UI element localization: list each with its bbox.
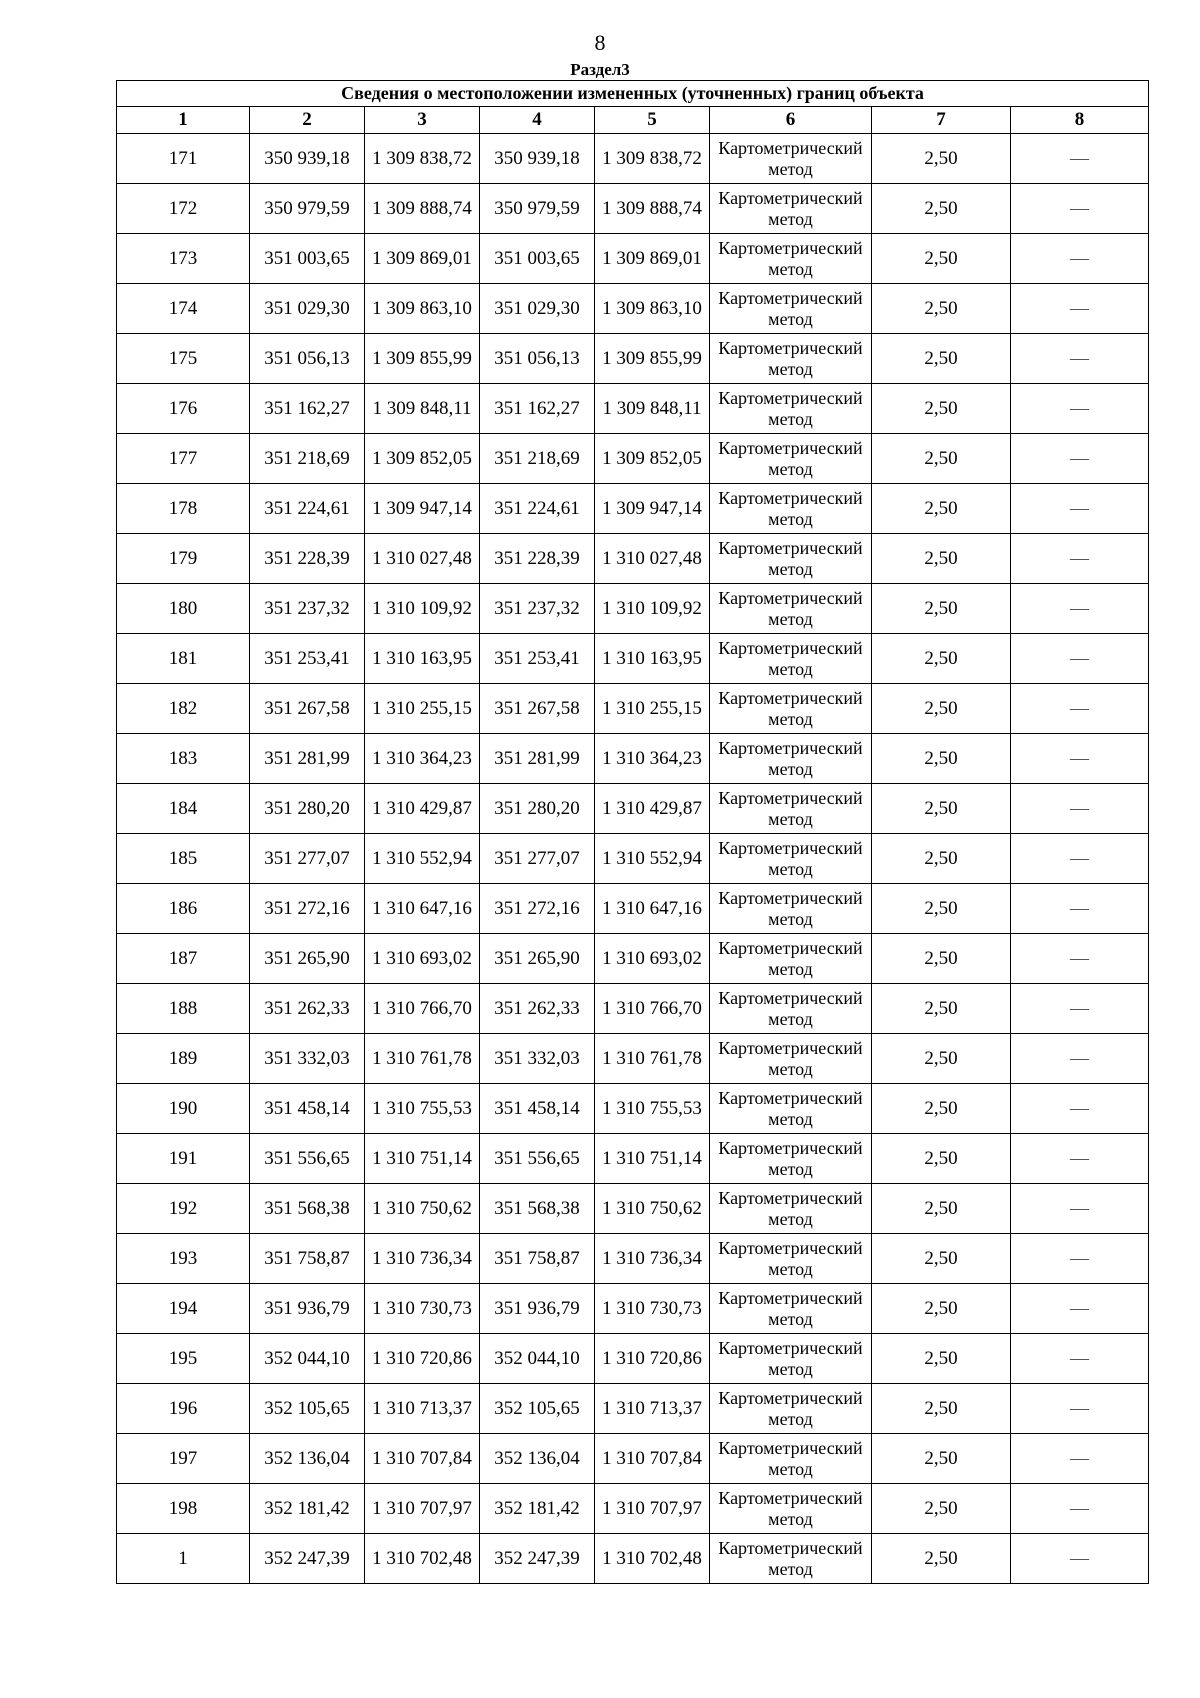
point-number-cell: 193 — [117, 1234, 250, 1284]
note-cell: — — [1011, 384, 1149, 434]
accuracy-cell: 2,50 — [872, 584, 1011, 634]
x-coordinate-cell: 352 105,65 — [480, 1384, 595, 1434]
x-coordinate-cell: 350 979,59 — [250, 184, 365, 234]
point-number-cell: 198 — [117, 1484, 250, 1534]
x-coordinate-cell: 352 247,39 — [480, 1534, 595, 1584]
y-coordinate-cell: 1 310 766,70 — [365, 984, 480, 1034]
point-number-cell: 188 — [117, 984, 250, 1034]
note-cell: — — [1011, 834, 1149, 884]
method-cell: Картометрический метод — [710, 1234, 872, 1284]
table-row — [117, 334, 1149, 384]
accuracy-cell: 2,50 — [872, 534, 1011, 584]
table-row — [117, 434, 1149, 484]
y-coordinate-cell: 1 310 751,14 — [365, 1134, 480, 1184]
method-cell: Картометрический метод — [710, 434, 872, 484]
x-coordinate-cell: 351 253,41 — [480, 634, 595, 684]
point-number-cell: 194 — [117, 1284, 250, 1334]
y-coordinate-cell: 1 310 702,48 — [595, 1534, 710, 1584]
point-number-cell: 182 — [117, 684, 250, 734]
note-cell: — — [1011, 1184, 1149, 1234]
y-coordinate-cell: 1 310 750,62 — [595, 1184, 710, 1234]
y-coordinate-cell: 1 309 947,14 — [595, 484, 710, 534]
y-coordinate-cell: 1 309 947,14 — [365, 484, 480, 534]
method-cell: Картометрический метод — [710, 484, 872, 534]
table-row — [117, 834, 1149, 884]
point-number-cell: 190 — [117, 1084, 250, 1134]
method-cell: Картометрический метод — [710, 284, 872, 334]
x-coordinate-cell: 351 556,65 — [250, 1134, 365, 1184]
accuracy-cell: 2,50 — [872, 1284, 1011, 1334]
method-cell: Картометрический метод — [710, 934, 872, 984]
table-row — [117, 184, 1149, 234]
column-number: 5 — [595, 107, 710, 134]
note-cell: — — [1011, 434, 1149, 484]
method-cell: Картометрический метод — [710, 1084, 872, 1134]
y-coordinate-cell: 1 309 855,99 — [365, 334, 480, 384]
note-cell: — — [1011, 1334, 1149, 1384]
table-caption: Сведения о местоположении измененных (уточненных) границ объекта — [117, 81, 1149, 107]
x-coordinate-cell: 351 281,99 — [480, 734, 595, 784]
x-coordinate-cell: 351 280,20 — [250, 784, 365, 834]
x-coordinate-cell: 352 247,39 — [250, 1534, 365, 1584]
x-coordinate-cell: 351 253,41 — [250, 634, 365, 684]
y-coordinate-cell: 1 310 429,87 — [365, 784, 480, 834]
note-cell: — — [1011, 134, 1149, 184]
point-number-cell: 192 — [117, 1184, 250, 1234]
note-cell: — — [1011, 334, 1149, 384]
note-cell: — — [1011, 634, 1149, 684]
x-coordinate-cell: 351 568,38 — [250, 1184, 365, 1234]
y-coordinate-cell: 1 310 750,62 — [365, 1184, 480, 1234]
point-number-cell: 176 — [117, 384, 250, 434]
note-cell: — — [1011, 1434, 1149, 1484]
point-number-cell: 172 — [117, 184, 250, 234]
method-cell: Картометрический метод — [710, 334, 872, 384]
accuracy-cell: 2,50 — [872, 1034, 1011, 1084]
accuracy-cell: 2,50 — [872, 1084, 1011, 1134]
x-coordinate-cell: 351 280,20 — [480, 784, 595, 834]
table-row — [117, 734, 1149, 784]
x-coordinate-cell: 351 029,30 — [480, 284, 595, 334]
y-coordinate-cell: 1 310 720,86 — [595, 1334, 710, 1384]
accuracy-cell: 2,50 — [872, 1334, 1011, 1384]
method-cell: Картометрический метод — [710, 834, 872, 884]
x-coordinate-cell: 351 267,58 — [250, 684, 365, 734]
y-coordinate-cell: 1 310 707,84 — [595, 1434, 710, 1484]
note-cell: — — [1011, 184, 1149, 234]
x-coordinate-cell: 350 939,18 — [250, 134, 365, 184]
accuracy-cell: 2,50 — [872, 734, 1011, 784]
column-number: 8 — [1011, 107, 1149, 134]
x-coordinate-cell: 351 272,16 — [250, 884, 365, 934]
x-coordinate-cell: 351 281,99 — [250, 734, 365, 784]
y-coordinate-cell: 1 310 429,87 — [595, 784, 710, 834]
table-row — [117, 534, 1149, 584]
x-coordinate-cell: 351 758,87 — [480, 1234, 595, 1284]
x-coordinate-cell: 351 267,58 — [480, 684, 595, 734]
y-coordinate-cell: 1 310 713,37 — [595, 1384, 710, 1434]
accuracy-cell: 2,50 — [872, 1134, 1011, 1184]
x-coordinate-cell: 351 056,13 — [250, 334, 365, 384]
y-coordinate-cell: 1 310 720,86 — [365, 1334, 480, 1384]
point-number-cell: 195 — [117, 1334, 250, 1384]
method-cell: Картометрический метод — [710, 134, 872, 184]
method-cell: Картометрический метод — [710, 684, 872, 734]
table-row — [117, 1034, 1149, 1084]
point-number-cell: 183 — [117, 734, 250, 784]
y-coordinate-cell: 1 310 109,92 — [595, 584, 710, 634]
x-coordinate-cell: 351 556,65 — [480, 1134, 595, 1184]
x-coordinate-cell: 352 105,65 — [250, 1384, 365, 1434]
note-cell: — — [1011, 884, 1149, 934]
x-coordinate-cell: 351 224,61 — [250, 484, 365, 534]
accuracy-cell: 2,50 — [872, 884, 1011, 934]
column-number: 3 — [365, 107, 480, 134]
column-number: 1 — [117, 107, 250, 134]
x-coordinate-cell: 352 181,42 — [480, 1484, 595, 1534]
coordinates-table — [116, 80, 1149, 1584]
y-coordinate-cell: 1 309 888,74 — [595, 184, 710, 234]
point-number-cell: 187 — [117, 934, 250, 984]
y-coordinate-cell: 1 310 766,70 — [595, 984, 710, 1034]
note-cell: — — [1011, 234, 1149, 284]
method-cell: Картометрический метод — [710, 1384, 872, 1434]
y-coordinate-cell: 1 309 838,72 — [595, 134, 710, 184]
table-body — [117, 134, 1149, 1584]
point-number-cell: 196 — [117, 1384, 250, 1434]
x-coordinate-cell: 351 458,14 — [480, 1084, 595, 1134]
table-row — [117, 484, 1149, 534]
x-coordinate-cell: 351 758,87 — [250, 1234, 365, 1284]
y-coordinate-cell: 1 310 163,95 — [365, 634, 480, 684]
method-cell: Картометрический метод — [710, 234, 872, 284]
accuracy-cell: 2,50 — [872, 1534, 1011, 1584]
y-coordinate-cell: 1 310 755,53 — [595, 1084, 710, 1134]
note-cell: — — [1011, 934, 1149, 984]
section-title: Раздел3 — [570, 60, 630, 79]
table-row — [117, 1434, 1149, 1484]
column-number: 7 — [872, 107, 1011, 134]
y-coordinate-cell: 1 309 848,11 — [595, 384, 710, 434]
table-row — [117, 384, 1149, 434]
method-cell: Картометрический метод — [710, 884, 872, 934]
table-row — [117, 684, 1149, 734]
accuracy-cell: 2,50 — [872, 484, 1011, 534]
x-coordinate-cell: 351 277,07 — [250, 834, 365, 884]
y-coordinate-cell: 1 309 852,05 — [365, 434, 480, 484]
method-cell: Картометрический метод — [710, 634, 872, 684]
method-cell: Картометрический метод — [710, 734, 872, 784]
point-number-cell: 197 — [117, 1434, 250, 1484]
y-coordinate-cell: 1 309 888,74 — [365, 184, 480, 234]
x-coordinate-cell: 351 272,16 — [480, 884, 595, 934]
method-cell: Картометрический метод — [710, 384, 872, 434]
y-coordinate-cell: 1 310 707,97 — [365, 1484, 480, 1534]
accuracy-cell: 2,50 — [872, 634, 1011, 684]
method-cell: Картометрический метод — [710, 1534, 872, 1584]
y-coordinate-cell: 1 310 364,23 — [365, 734, 480, 784]
x-coordinate-cell: 351 218,69 — [480, 434, 595, 484]
point-number-cell: 173 — [117, 234, 250, 284]
note-cell: — — [1011, 734, 1149, 784]
method-cell: Картометрический метод — [710, 1334, 872, 1384]
x-coordinate-cell: 351 003,65 — [480, 234, 595, 284]
table-row — [117, 134, 1149, 184]
page-number: 8 — [594, 30, 606, 55]
y-coordinate-cell: 1 309 852,05 — [595, 434, 710, 484]
x-coordinate-cell: 352 044,10 — [250, 1334, 365, 1384]
note-cell: — — [1011, 784, 1149, 834]
x-coordinate-cell: 351 228,39 — [480, 534, 595, 584]
table-row — [117, 284, 1149, 334]
point-number-cell: 178 — [117, 484, 250, 534]
x-coordinate-cell: 350 939,18 — [480, 134, 595, 184]
note-cell: — — [1011, 1034, 1149, 1084]
note-cell: — — [1011, 484, 1149, 534]
y-coordinate-cell: 1 309 869,01 — [595, 234, 710, 284]
x-coordinate-cell: 351 224,61 — [480, 484, 595, 534]
y-coordinate-cell: 1 310 751,14 — [595, 1134, 710, 1184]
y-coordinate-cell: 1 310 693,02 — [365, 934, 480, 984]
note-cell: — — [1011, 1484, 1149, 1534]
y-coordinate-cell: 1 310 027,48 — [595, 534, 710, 584]
y-coordinate-cell: 1 310 109,92 — [365, 584, 480, 634]
y-coordinate-cell: 1 309 863,10 — [365, 284, 480, 334]
y-coordinate-cell: 1 310 755,53 — [365, 1084, 480, 1134]
point-number-cell: 175 — [117, 334, 250, 384]
y-coordinate-cell: 1 309 838,72 — [365, 134, 480, 184]
table-row — [117, 584, 1149, 634]
x-coordinate-cell: 351 262,33 — [480, 984, 595, 1034]
y-coordinate-cell: 1 310 255,15 — [595, 684, 710, 734]
x-coordinate-cell: 352 181,42 — [250, 1484, 365, 1534]
x-coordinate-cell: 351 162,27 — [250, 384, 365, 434]
table-row — [117, 1284, 1149, 1334]
y-coordinate-cell: 1 310 163,95 — [595, 634, 710, 684]
accuracy-cell: 2,50 — [872, 1434, 1011, 1484]
x-coordinate-cell: 351 458,14 — [250, 1084, 365, 1134]
y-coordinate-cell: 1 310 255,15 — [365, 684, 480, 734]
table-row — [117, 634, 1149, 684]
table-row — [117, 1384, 1149, 1434]
y-coordinate-cell: 1 310 707,84 — [365, 1434, 480, 1484]
y-coordinate-cell: 1 309 869,01 — [365, 234, 480, 284]
accuracy-cell: 2,50 — [872, 434, 1011, 484]
column-number: 2 — [250, 107, 365, 134]
y-coordinate-cell: 1 310 027,48 — [365, 534, 480, 584]
method-cell: Картометрический метод — [710, 784, 872, 834]
method-cell: Картометрический метод — [710, 1434, 872, 1484]
note-cell: — — [1011, 1084, 1149, 1134]
note-cell: — — [1011, 1534, 1149, 1584]
accuracy-cell: 2,50 — [872, 1384, 1011, 1434]
table-row — [117, 1134, 1149, 1184]
method-cell: Картометрический метод — [710, 584, 872, 634]
x-coordinate-cell: 351 568,38 — [480, 1184, 595, 1234]
note-cell: — — [1011, 984, 1149, 1034]
x-coordinate-cell: 352 136,04 — [250, 1434, 365, 1484]
table-row — [117, 884, 1149, 934]
y-coordinate-cell: 1 310 730,73 — [365, 1284, 480, 1334]
note-cell: — — [1011, 1284, 1149, 1334]
method-cell: Картометрический метод — [710, 1484, 872, 1534]
y-coordinate-cell: 1 310 761,78 — [595, 1034, 710, 1084]
x-coordinate-cell: 351 228,39 — [250, 534, 365, 584]
x-coordinate-cell: 351 003,65 — [250, 234, 365, 284]
y-coordinate-cell: 1 310 364,23 — [595, 734, 710, 784]
y-coordinate-cell: 1 310 730,73 — [595, 1284, 710, 1334]
x-coordinate-cell: 351 237,32 — [250, 584, 365, 634]
point-number-cell: 174 — [117, 284, 250, 334]
table-row — [117, 1184, 1149, 1234]
y-coordinate-cell: 1 310 702,48 — [365, 1534, 480, 1584]
x-coordinate-cell: 351 332,03 — [250, 1034, 365, 1084]
y-coordinate-cell: 1 310 647,16 — [595, 884, 710, 934]
point-number-cell: 1 — [117, 1534, 250, 1584]
point-number-cell: 191 — [117, 1134, 250, 1184]
table-row — [117, 1484, 1149, 1534]
x-coordinate-cell: 351 029,30 — [250, 284, 365, 334]
column-number: 4 — [480, 107, 595, 134]
x-coordinate-cell: 351 056,13 — [480, 334, 595, 384]
point-number-cell: 171 — [117, 134, 250, 184]
y-coordinate-cell: 1 310 707,97 — [595, 1484, 710, 1534]
column-number: 6 — [710, 107, 872, 134]
method-cell: Картометрический метод — [710, 1284, 872, 1334]
x-coordinate-cell: 351 936,79 — [480, 1284, 595, 1334]
point-number-cell: 181 — [117, 634, 250, 684]
x-coordinate-cell: 351 936,79 — [250, 1284, 365, 1334]
x-coordinate-cell: 352 044,10 — [480, 1334, 595, 1384]
accuracy-cell: 2,50 — [872, 1184, 1011, 1234]
point-number-cell: 189 — [117, 1034, 250, 1084]
x-coordinate-cell: 351 237,32 — [480, 584, 595, 634]
x-coordinate-cell: 352 136,04 — [480, 1434, 595, 1484]
table-row — [117, 1334, 1149, 1384]
note-cell: — — [1011, 1384, 1149, 1434]
y-coordinate-cell: 1 310 736,34 — [595, 1234, 710, 1284]
accuracy-cell: 2,50 — [872, 334, 1011, 384]
point-number-cell: 186 — [117, 884, 250, 934]
column-number-row — [117, 107, 1149, 134]
note-cell: — — [1011, 684, 1149, 734]
table-row — [117, 1534, 1149, 1584]
point-number-cell: 184 — [117, 784, 250, 834]
y-coordinate-cell: 1 310 552,94 — [365, 834, 480, 884]
y-coordinate-cell: 1 310 693,02 — [595, 934, 710, 984]
note-cell: — — [1011, 284, 1149, 334]
point-number-cell: 185 — [117, 834, 250, 884]
table-row — [117, 984, 1149, 1034]
y-coordinate-cell: 1 309 863,10 — [595, 284, 710, 334]
method-cell: Картометрический метод — [710, 1034, 872, 1084]
x-coordinate-cell: 350 979,59 — [480, 184, 595, 234]
note-cell: — — [1011, 534, 1149, 584]
accuracy-cell: 2,50 — [872, 384, 1011, 434]
point-number-cell: 177 — [117, 434, 250, 484]
accuracy-cell: 2,50 — [872, 834, 1011, 884]
x-coordinate-cell: 351 277,07 — [480, 834, 595, 884]
accuracy-cell: 2,50 — [872, 284, 1011, 334]
table-row — [117, 1234, 1149, 1284]
x-coordinate-cell: 351 265,90 — [250, 934, 365, 984]
y-coordinate-cell: 1 310 736,34 — [365, 1234, 480, 1284]
accuracy-cell: 2,50 — [872, 1234, 1011, 1284]
accuracy-cell: 2,50 — [872, 1484, 1011, 1534]
x-coordinate-cell: 351 262,33 — [250, 984, 365, 1034]
note-cell: — — [1011, 584, 1149, 634]
method-cell: Картометрический метод — [710, 984, 872, 1034]
accuracy-cell: 2,50 — [872, 784, 1011, 834]
y-coordinate-cell: 1 310 713,37 — [365, 1384, 480, 1434]
accuracy-cell: 2,50 — [872, 184, 1011, 234]
x-coordinate-cell: 351 218,69 — [250, 434, 365, 484]
y-coordinate-cell: 1 309 848,11 — [365, 384, 480, 434]
x-coordinate-cell: 351 332,03 — [480, 1034, 595, 1084]
table-row — [117, 1084, 1149, 1134]
point-number-cell: 180 — [117, 584, 250, 634]
y-coordinate-cell: 1 309 855,99 — [595, 334, 710, 384]
y-coordinate-cell: 1 310 761,78 — [365, 1034, 480, 1084]
accuracy-cell: 2,50 — [872, 134, 1011, 184]
note-cell: — — [1011, 1234, 1149, 1284]
table-row — [117, 234, 1149, 284]
table-row — [117, 784, 1149, 834]
y-coordinate-cell: 1 310 647,16 — [365, 884, 480, 934]
accuracy-cell: 2,50 — [872, 934, 1011, 984]
x-coordinate-cell: 351 265,90 — [480, 934, 595, 984]
x-coordinate-cell: 351 162,27 — [480, 384, 595, 434]
method-cell: Картометрический метод — [710, 184, 872, 234]
accuracy-cell: 2,50 — [872, 684, 1011, 734]
method-cell: Картометрический метод — [710, 534, 872, 584]
accuracy-cell: 2,50 — [872, 234, 1011, 284]
note-cell: — — [1011, 1134, 1149, 1184]
table-row — [117, 934, 1149, 984]
point-number-cell: 179 — [117, 534, 250, 584]
y-coordinate-cell: 1 310 552,94 — [595, 834, 710, 884]
accuracy-cell: 2,50 — [872, 984, 1011, 1034]
method-cell: Картометрический метод — [710, 1184, 872, 1234]
method-cell: Картометрический метод — [710, 1134, 872, 1184]
